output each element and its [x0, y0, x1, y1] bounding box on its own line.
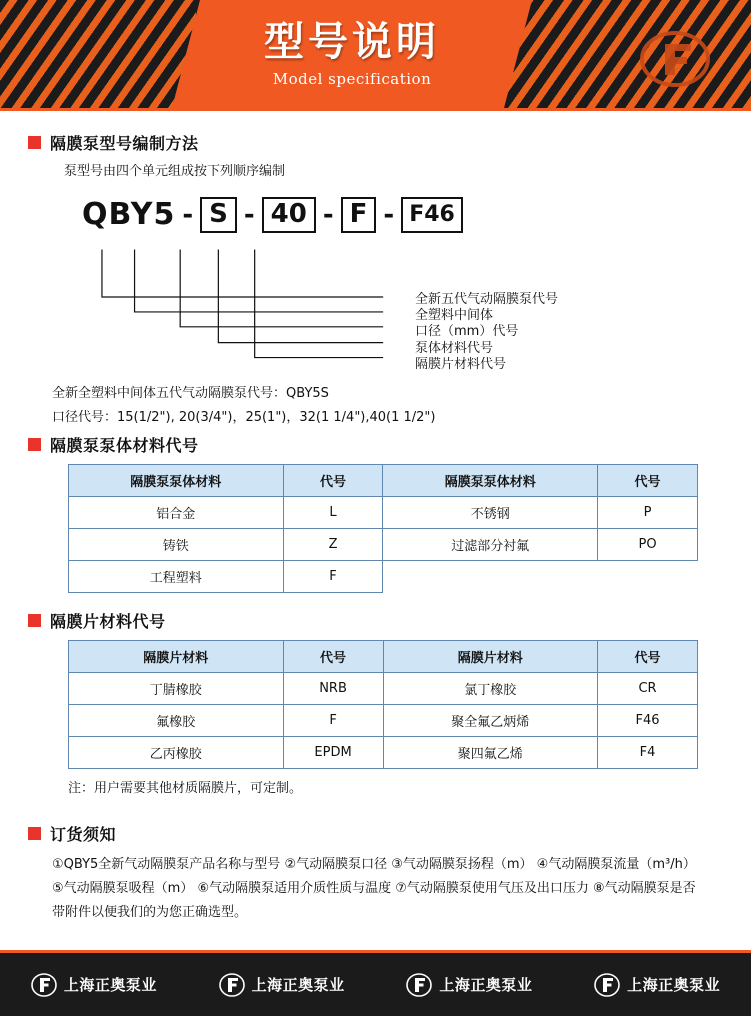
col-header: 代号 [598, 640, 698, 672]
cell: F [283, 704, 383, 736]
company-f-logo-icon [639, 30, 711, 88]
section1-note-2: 口径代号：15(1/2"), 20(3/4")，25(1")，32(1 1/4"),40(1 1/2") [52, 409, 436, 425]
red-square-icon [28, 136, 41, 149]
footer-brand-text: 上海正奥泵业 [251, 976, 345, 994]
order-note-line: 带附件以便我们的为您正确选型。 [52, 904, 248, 920]
table-header-row [69, 640, 698, 672]
diaphragm-material-table [68, 640, 698, 769]
section4-title: 订货须知 [50, 824, 117, 844]
table-header-row [69, 464, 698, 496]
page-header [0, 0, 751, 108]
code-dash-4: - [383, 199, 395, 230]
table-row [69, 736, 698, 768]
company-f-logo-icon [219, 972, 245, 998]
code-dash-2: - [243, 199, 255, 230]
body-material-table [68, 464, 698, 593]
legend-body-material: 泵体材料代号 [415, 340, 494, 356]
red-square-icon [28, 438, 41, 451]
red-square-icon [28, 614, 41, 627]
cell-empty [383, 560, 598, 592]
cell: NRB [283, 672, 383, 704]
footer-brand-text: 上海正奥泵业 [439, 976, 533, 994]
cell: 不锈钢 [383, 496, 598, 528]
legend-diameter: 口径（mm）代号 [415, 323, 519, 339]
section-heading-model-coding [28, 131, 723, 154]
cell: EPDM [283, 736, 383, 768]
col-header: 代号 [283, 640, 383, 672]
col-header: 隔膜泵泵体材料 [383, 464, 598, 496]
company-f-logo-icon [594, 972, 620, 998]
section3-title: 隔膜片材料代号 [50, 611, 166, 631]
footer-brand-text: 上海正奥泵业 [63, 976, 157, 994]
legend-diaphragm-material: 隔膜片材料代号 [415, 356, 507, 372]
cell: Z [283, 528, 383, 560]
company-f-logo-icon [406, 972, 432, 998]
page-title-cn: 型号说明 [264, 19, 440, 65]
cell: 丁腈橡胶 [69, 672, 284, 704]
footer-brand-item [406, 972, 532, 998]
order-note-line: ①QBY5全新气动隔膜泵产品名称与型号 ②气动隔膜泵口径 ③气动隔膜泵扬程（m） ④气动隔膜泵流量（m³/h） [52, 856, 696, 872]
section-heading-diaphragm-material [28, 609, 723, 632]
cell: 聚全氟乙炳烯 [383, 704, 598, 736]
section1-title: 隔膜泵型号编制方法 [50, 134, 199, 153]
cell: 乙丙橡胶 [69, 736, 284, 768]
header-banner-text [172, 0, 532, 108]
code-part-middle-body: S [200, 197, 237, 233]
code-part-diaphragm-material: F46 [401, 197, 463, 233]
code-part-diameter: 40 [262, 197, 316, 233]
cell: P [598, 496, 698, 528]
col-header: 隔膜泵泵体材料 [69, 464, 284, 496]
table-row [69, 528, 698, 560]
cell: F [283, 560, 383, 592]
cell: CR [598, 672, 698, 704]
cell: 氟橡胶 [69, 704, 284, 736]
model-code-diagram [34, 193, 723, 429]
cell: 铝合金 [69, 496, 284, 528]
table-row [69, 496, 698, 528]
code-dash-3: - [322, 199, 334, 230]
section-heading-body-material [28, 433, 723, 456]
table-row [69, 560, 698, 592]
footer-brand-item [219, 972, 345, 998]
footer-brand-text: 上海正奥泵业 [627, 976, 721, 994]
cell: L [283, 496, 383, 528]
main-content [0, 111, 751, 925]
col-header: 隔膜片材料 [383, 640, 598, 672]
legend-plastic-middle-body: 全塑料中间体 [415, 307, 494, 323]
page-title-en: Model specification [272, 70, 432, 88]
cell: 聚四氟乙烯 [383, 736, 598, 768]
table-row [69, 704, 698, 736]
section-heading-order-notes [28, 822, 723, 845]
header-stripes-left [0, 0, 196, 108]
table-row [69, 672, 698, 704]
red-square-icon [28, 827, 41, 840]
code-part-base: QBY5 [82, 197, 176, 233]
cell: 氯丁橡胶 [383, 672, 598, 704]
cell: 铸铁 [69, 528, 284, 560]
cell: F46 [598, 704, 698, 736]
cell: F4 [598, 736, 698, 768]
footer-brand-item [31, 972, 157, 998]
section1-subtitle: 泵型号由四个单元组成按下列顺序编制 [64, 164, 286, 179]
legend-gen5-code: 全新五代气动隔膜泵代号 [415, 291, 559, 307]
code-dash-1: - [182, 199, 194, 230]
col-header: 隔膜片材料 [69, 640, 284, 672]
code-part-body-material: F [341, 197, 377, 233]
company-f-logo-icon [31, 972, 57, 998]
order-notes [52, 853, 723, 925]
section1-note-1: 全新全塑料中间体五代气动隔膜泵代号：QBY5S [52, 385, 329, 401]
col-header: 代号 [598, 464, 698, 496]
order-note-line: ⑤气动隔膜泵吸程（m） ⑥气动隔膜泵适用介质性质与温度 ⑦气动隔膜泵使用气压及出口压力 ⑧气动隔膜泵是否 [52, 880, 696, 896]
cell: 过滤部分衬氟 [383, 528, 598, 560]
col-header: 代号 [283, 464, 383, 496]
cell: 工程塑料 [69, 560, 284, 592]
footer-brand-item [594, 972, 720, 998]
section3-note: 注：用户需要其他材质隔膜片，可定制。 [68, 780, 303, 796]
cell-empty [598, 560, 698, 592]
section2-title: 隔膜泵泵体材料代号 [50, 435, 199, 455]
page-footer [0, 950, 751, 1016]
cell: PO [598, 528, 698, 560]
